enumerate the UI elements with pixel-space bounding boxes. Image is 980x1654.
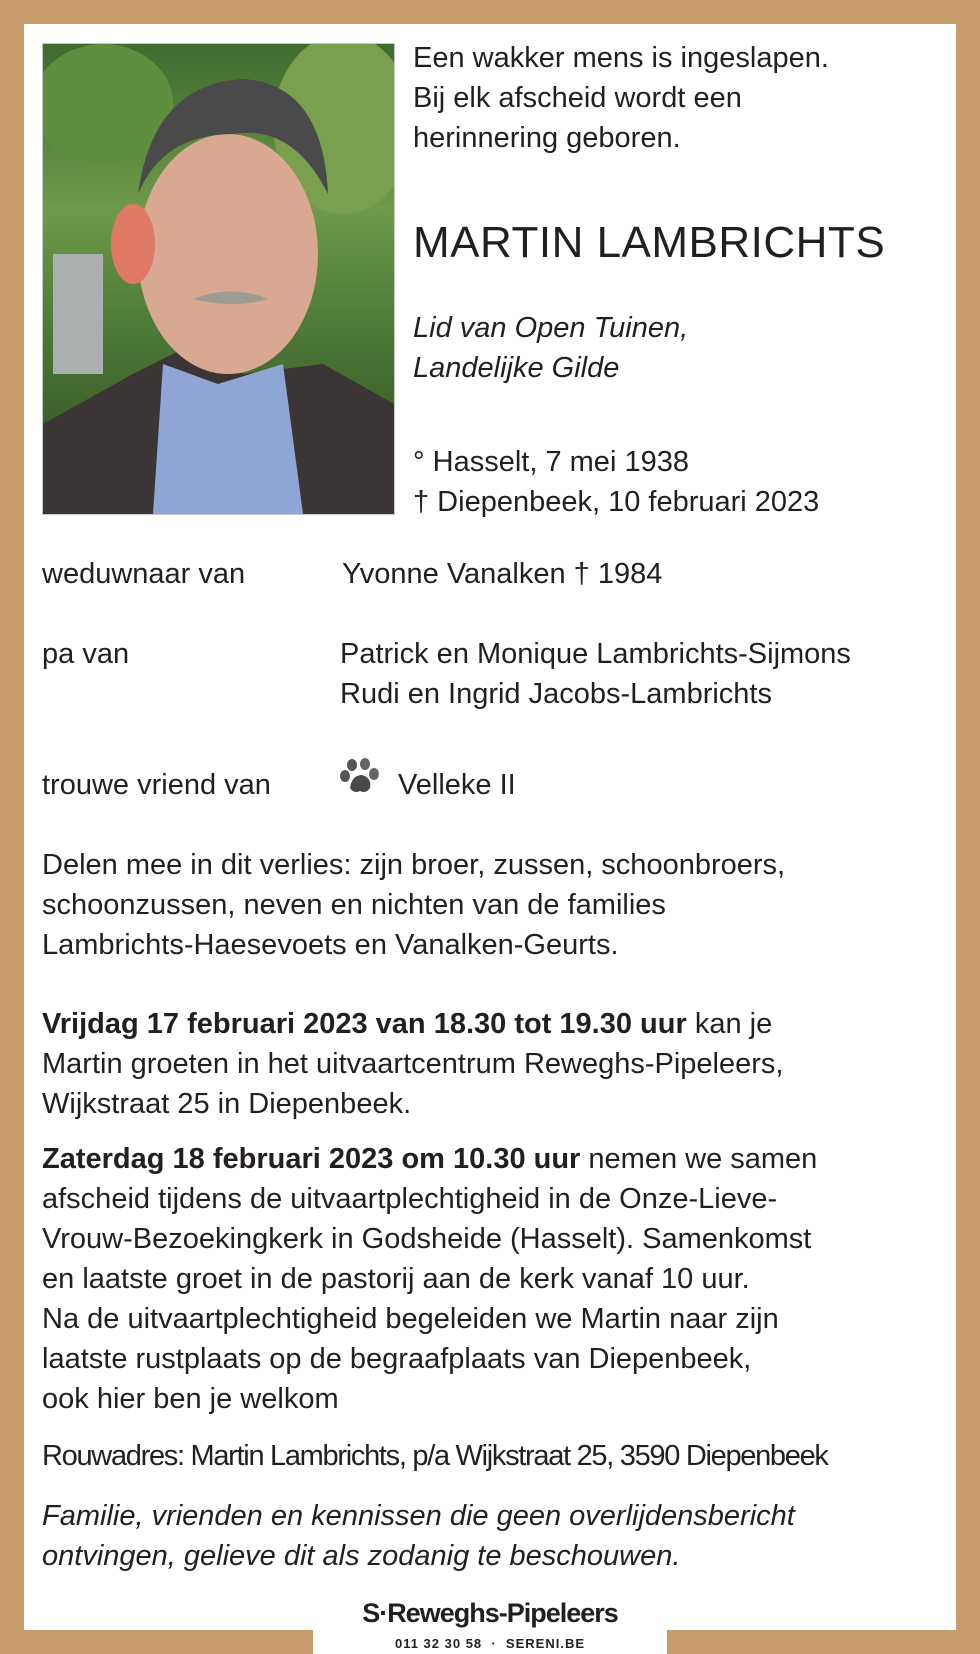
funeral-line: en laatste groet in de pastorij aan de kerk vanaf 10 uur. xyxy=(42,1263,750,1295)
visitation-datetime: Vrijdag 17 februari 2023 van 18.30 tot 19.30 uur xyxy=(42,1008,687,1040)
portrait-photo xyxy=(42,43,395,515)
sharing-line: Delen mee in dit verlies: zijn broer, zussen, schoonbroers, xyxy=(42,849,786,881)
funeral-line: afscheid tijdens de uitvaartplechtigheid in de Onze-Lieve- xyxy=(42,1183,778,1215)
funeral-line: Vrouw-Bezoekingkerk in Godsheide (Hasselt). Samenkomst xyxy=(42,1223,812,1255)
funeral-datetime: Zaterdag 18 februari 2023 om 10.30 uur xyxy=(42,1143,581,1175)
notice-line: Familie, vrienden en kennissen die geen overlijdensbericht xyxy=(42,1500,795,1532)
relation-label: trouwe vriend van xyxy=(42,769,271,801)
funeral-text: nemen we samen xyxy=(580,1143,818,1175)
mourning-address: Rouwadres: Martin Lambrichts, p/a Wijkstraat 25, 3590 Diepenbeek xyxy=(42,1440,828,1472)
membership-line: Landelijke Gilde xyxy=(413,352,620,384)
visitation-line xyxy=(42,1004,772,1044)
relation-label: weduwnaar van xyxy=(42,558,246,590)
deceased-name: MARTIN LAMBRICHTS xyxy=(413,218,886,267)
paw-icon xyxy=(340,758,380,801)
funeral-line: laatste rustplaats op de begraafplaats van Diepenbeek, xyxy=(42,1343,752,1375)
funeral-line xyxy=(42,1139,817,1179)
funeral-home-logo: S·Reweghs-Pipeleers xyxy=(362,1598,618,1628)
relation-value: Rudi en Ingrid Jacobs-Lambrichts xyxy=(340,678,772,710)
sharing-line: Lambrichts-Haesevoets en Vanalken-Geurts. xyxy=(42,929,619,961)
quote-line: Bij elk afscheid wordt een xyxy=(413,82,742,114)
quote-line: herinnering geboren. xyxy=(413,122,681,154)
notice-line: ontvingen, gelieve dit als zodanig te beschouwen. xyxy=(42,1540,681,1572)
funeral-home-contact: 011 32 30 58 · SERENI.BE xyxy=(394,1636,586,1651)
quote-line: Een wakker mens is ingeslapen. xyxy=(413,42,829,74)
relation-value: Velleke II xyxy=(398,769,516,801)
sharing-line: schoonzussen, neven en nichten van de families xyxy=(42,889,666,921)
relation-value: Yvonne Vanalken † 1984 xyxy=(342,558,663,590)
birth-info: ° Hasselt, 7 mei 1938 xyxy=(413,446,689,478)
visitation-line: Martin groeten in het uitvaartcentrum Reweghs-Pipeleers, xyxy=(42,1048,784,1080)
visitation-text: kan je xyxy=(686,1008,773,1040)
funeral-line: Na de uitvaartplechtigheid begeleiden we Martin naar zijn xyxy=(42,1303,779,1335)
death-info: † Diepenbeek, 10 februari 2023 xyxy=(413,486,820,518)
membership-line: Lid van Open Tuinen, xyxy=(413,312,689,344)
relation-value: Patrick en Monique Lambrichts-Sijmons xyxy=(340,638,851,670)
visitation-line: Wijkstraat 25 in Diepenbeek. xyxy=(42,1088,412,1120)
funeral-line: ook hier ben je welkom xyxy=(42,1383,339,1415)
relation-label: pa van xyxy=(42,638,130,670)
